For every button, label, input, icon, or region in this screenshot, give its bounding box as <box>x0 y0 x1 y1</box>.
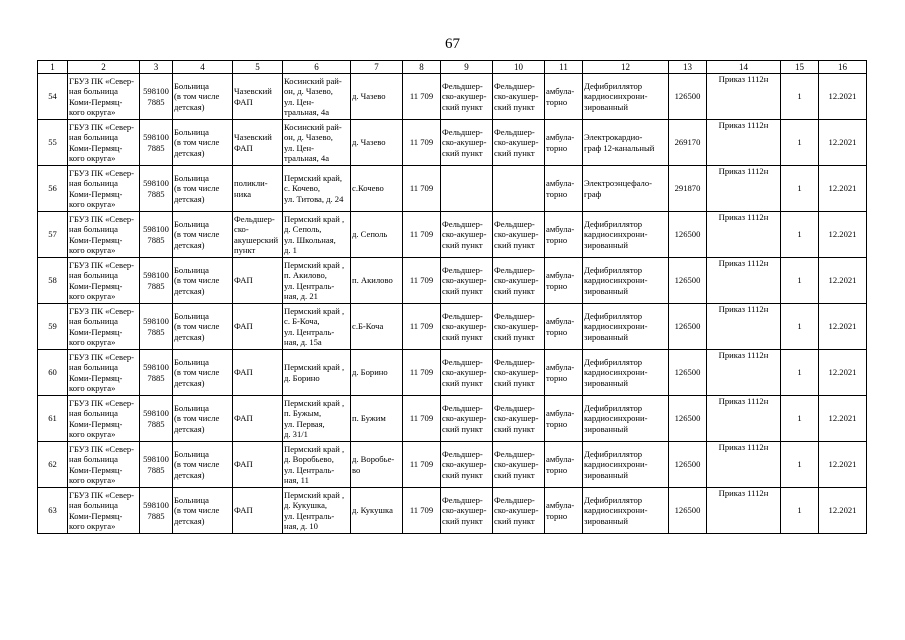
row-number-cell: 60 <box>38 350 68 396</box>
address-cell: Пермский край , д. Кукушка, ул. Централь- ная, д. 10 <box>283 488 351 534</box>
equipment-registry-table <box>37 60 867 534</box>
equipment-cell: Электрокардио- граф 12-канальный <box>583 120 669 166</box>
order-cell: Приказ 1112н <box>707 212 781 258</box>
unit-type-from-cell: Фельдшер- ско-акушер- ский пункт <box>441 442 493 488</box>
column-number-cell: 15 <box>781 61 819 74</box>
price-cell: 126500 <box>669 396 707 442</box>
column-number-cell: 11 <box>545 61 583 74</box>
settlement-cell: п. Акилово <box>351 258 403 304</box>
unit-cell: ФАП <box>233 488 283 534</box>
table-row <box>38 304 867 350</box>
organization-cell: ГБУЗ ПК «Север- ная больница Коми-Пермяц- кого округа» <box>68 304 140 350</box>
organization-cell: ГБУЗ ПК «Север- ная больница Коми-Пермяц- кого округа» <box>68 396 140 442</box>
unit-cell: ФАП <box>233 442 283 488</box>
quantity-cell: 1 <box>781 396 819 442</box>
unit-cell: Чазевский ФАП <box>233 74 283 120</box>
order-cell: Приказ 1112н <box>707 166 781 212</box>
price-cell: 269170 <box>669 120 707 166</box>
quantity-cell: 1 <box>781 488 819 534</box>
column-number-cell: 3 <box>140 61 173 74</box>
settlement-cell: д. Чазево <box>351 120 403 166</box>
order-cell: Приказ 1112н <box>707 304 781 350</box>
equipment-cell: Дефибриллятор кардиосинхрони- зированный <box>583 258 669 304</box>
care-form-cell: амбула- торно <box>545 74 583 120</box>
address-cell: Пермский край , п. Акилово, ул. Централь- ная, д. 21 <box>283 258 351 304</box>
date-cell: 12.2021 <box>819 488 867 534</box>
column-number-cell: 7 <box>351 61 403 74</box>
address-cell: Пермский край , д. Сеполь, ул. Школьная, д. 1 <box>283 212 351 258</box>
price-cell: 126500 <box>669 488 707 534</box>
code-cell: 598100 7885 <box>140 166 173 212</box>
care-form-cell: амбула- торно <box>545 350 583 396</box>
price-cell: 126500 <box>669 258 707 304</box>
unit-cell: ФАП <box>233 258 283 304</box>
column-number-row <box>38 61 867 74</box>
row-number-cell: 61 <box>38 396 68 442</box>
price-cell: 126500 <box>669 74 707 120</box>
date-cell: 12.2021 <box>819 258 867 304</box>
oktmo-cell: 11 709 <box>403 442 441 488</box>
settlement-cell: д. Борино <box>351 350 403 396</box>
facility-type-cell: Больница (в том числе детская) <box>173 350 233 396</box>
date-cell: 12.2021 <box>819 120 867 166</box>
table-row <box>38 350 867 396</box>
column-number-cell: 9 <box>441 61 493 74</box>
organization-cell: ГБУЗ ПК «Север- ная больница Коми-Пермяц- кого округа» <box>68 350 140 396</box>
settlement-cell: д. Сеполь <box>351 212 403 258</box>
unit-type-to-cell: Фельдшер- ско-акушер- ский пункт <box>493 120 545 166</box>
facility-type-cell: Больница (в том числе детская) <box>173 166 233 212</box>
address-cell: Пермский край , д. Борино <box>283 350 351 396</box>
order-cell: Приказ 1112н <box>707 120 781 166</box>
oktmo-cell: 11 709 <box>403 396 441 442</box>
facility-type-cell: Больница (в том числе детская) <box>173 120 233 166</box>
unit-type-to-cell: Фельдшер- ско-акушер- ский пункт <box>493 442 545 488</box>
code-cell: 598100 7885 <box>140 350 173 396</box>
equipment-cell: Электроэнцефало- граф <box>583 166 669 212</box>
address-cell: Косинский рай- он, д. Чазево, ул. Цен- тральная, 4а <box>283 120 351 166</box>
page-number: 67 <box>445 36 460 52</box>
facility-type-cell: Больница (в том числе детская) <box>173 258 233 304</box>
column-number-cell: 4 <box>173 61 233 74</box>
unit-type-from-cell: Фельдшер- ско-акушер- ский пункт <box>441 350 493 396</box>
order-cell: Приказ 1112н <box>707 258 781 304</box>
column-number-cell: 13 <box>669 61 707 74</box>
unit-type-from-cell: Фельдшер- ско-акушер- ский пункт <box>441 120 493 166</box>
table-row <box>38 74 867 120</box>
column-number-cell: 6 <box>283 61 351 74</box>
equipment-cell: Дефибриллятор кардиосинхрони- зированный <box>583 396 669 442</box>
code-cell: 598100 7885 <box>140 258 173 304</box>
oktmo-cell: 11 709 <box>403 488 441 534</box>
table-row <box>38 258 867 304</box>
facility-type-cell: Больница (в том числе детская) <box>173 304 233 350</box>
address-cell: Пермский край , д. Воробьево, ул. Централь- ная, 11 <box>283 442 351 488</box>
unit-type-from-cell: Фельдшер- ско-акушер- ский пункт <box>441 74 493 120</box>
table-body <box>38 61 867 534</box>
unit-cell: Фельдшер- ско- акушерский пункт <box>233 212 283 258</box>
column-number-cell: 10 <box>493 61 545 74</box>
row-number-cell: 57 <box>38 212 68 258</box>
date-cell: 12.2021 <box>819 304 867 350</box>
organization-cell: ГБУЗ ПК «Север- ная больница Коми-Пермяц- кого округа» <box>68 488 140 534</box>
unit-type-to-cell: Фельдшер- ско-акушер- ский пункт <box>493 212 545 258</box>
code-cell: 598100 7885 <box>140 74 173 120</box>
date-cell: 12.2021 <box>819 442 867 488</box>
settlement-cell: с.Б-Коча <box>351 304 403 350</box>
quantity-cell: 1 <box>781 442 819 488</box>
address-cell: Пермский край , с. Б-Коча, ул. Централь- ная, д. 15а <box>283 304 351 350</box>
unit-cell: ФАП <box>233 350 283 396</box>
quantity-cell: 1 <box>781 350 819 396</box>
address-cell: Пермский край, с. Кочево, ул. Титова, д. 24 <box>283 166 351 212</box>
facility-type-cell: Больница (в том числе детская) <box>173 396 233 442</box>
code-cell: 598100 7885 <box>140 442 173 488</box>
row-number-cell: 55 <box>38 120 68 166</box>
code-cell: 598100 7885 <box>140 212 173 258</box>
unit-type-from-cell: Фельдшер- ско-акушер- ский пункт <box>441 396 493 442</box>
oktmo-cell: 11 709 <box>403 304 441 350</box>
oktmo-cell: 11 709 <box>403 120 441 166</box>
settlement-cell: п. Бужим <box>351 396 403 442</box>
unit-type-to-cell: Фельдшер- ско-акушер- ский пункт <box>493 74 545 120</box>
unit-type-to-cell: Фельдшер- ско-акушер- ский пункт <box>493 258 545 304</box>
facility-type-cell: Больница (в том числе детская) <box>173 488 233 534</box>
date-cell: 12.2021 <box>819 396 867 442</box>
quantity-cell: 1 <box>781 304 819 350</box>
quantity-cell: 1 <box>781 258 819 304</box>
settlement-cell: с.Кочево <box>351 166 403 212</box>
unit-type-to-cell: Фельдшер- ско-акушер- ский пункт <box>493 488 545 534</box>
care-form-cell: амбула- торно <box>545 120 583 166</box>
unit-type-from-cell: Фельдшер- ско-акушер- ский пункт <box>441 212 493 258</box>
oktmo-cell: 11 709 <box>403 258 441 304</box>
address-cell: Пермский край , п. Бужым, ул. Первая, д. 31/1 <box>283 396 351 442</box>
price-cell: 291870 <box>669 166 707 212</box>
unit-cell: ФАП <box>233 396 283 442</box>
oktmo-cell: 11 709 <box>403 212 441 258</box>
equipment-cell: Дефибриллятор кардиосинхрони- зированный <box>583 488 669 534</box>
row-number-cell: 63 <box>38 488 68 534</box>
facility-type-cell: Больница (в том числе детская) <box>173 74 233 120</box>
care-form-cell: амбула- торно <box>545 396 583 442</box>
oktmo-cell: 11 709 <box>403 350 441 396</box>
unit-type-from-cell <box>441 166 493 212</box>
table-row <box>38 120 867 166</box>
unit-type-from-cell: Фельдшер- ско-акушер- ский пункт <box>441 488 493 534</box>
row-number-cell: 54 <box>38 74 68 120</box>
unit-cell: ФАП <box>233 304 283 350</box>
price-cell: 126500 <box>669 350 707 396</box>
code-cell: 598100 7885 <box>140 304 173 350</box>
settlement-cell: д. Чазево <box>351 74 403 120</box>
equipment-cell: Дефибриллятор кардиосинхрони- зированный <box>583 442 669 488</box>
order-cell: Приказ 1112н <box>707 442 781 488</box>
address-cell: Косинский рай- он, д. Чазево, ул. Цен- тральная, 4а <box>283 74 351 120</box>
date-cell: 12.2021 <box>819 74 867 120</box>
table-row <box>38 442 867 488</box>
order-cell: Приказ 1112н <box>707 396 781 442</box>
code-cell: 598100 7885 <box>140 396 173 442</box>
settlement-cell: д. Кукушка <box>351 488 403 534</box>
quantity-cell: 1 <box>781 74 819 120</box>
care-form-cell: амбула- торно <box>545 166 583 212</box>
settlement-cell: д. Воробье- во <box>351 442 403 488</box>
equipment-cell: Дефибриллятор кардиосинхрони- зированный <box>583 74 669 120</box>
unit-type-to-cell: Фельдшер- ско-акушер- ский пункт <box>493 396 545 442</box>
date-cell: 12.2021 <box>819 350 867 396</box>
column-number-cell: 14 <box>707 61 781 74</box>
column-number-cell: 12 <box>583 61 669 74</box>
column-number-cell: 8 <box>403 61 441 74</box>
quantity-cell: 1 <box>781 120 819 166</box>
equipment-cell: Дефибриллятор кардиосинхрони- зированный <box>583 350 669 396</box>
care-form-cell: амбула- торно <box>545 488 583 534</box>
unit-cell: Чазевский ФАП <box>233 120 283 166</box>
code-cell: 598100 7885 <box>140 120 173 166</box>
row-number-cell: 56 <box>38 166 68 212</box>
organization-cell: ГБУЗ ПК «Север- ная больница Коми-Пермяц- кого округа» <box>68 212 140 258</box>
column-number-cell: 16 <box>819 61 867 74</box>
equipment-cell: Дефибриллятор кардиосинхрони- зированный <box>583 304 669 350</box>
date-cell: 12.2021 <box>819 166 867 212</box>
organization-cell: ГБУЗ ПК «Север- ная больница Коми-Пермяц- кого округа» <box>68 166 140 212</box>
table-row <box>38 212 867 258</box>
column-number-cell: 2 <box>68 61 140 74</box>
price-cell: 126500 <box>669 212 707 258</box>
organization-cell: ГБУЗ ПК «Север- ная больница Коми-Пермяц- кого округа» <box>68 120 140 166</box>
unit-type-to-cell: Фельдшер- ско-акушер- ский пункт <box>493 304 545 350</box>
unit-type-from-cell: Фельдшер- ско-акушер- ский пункт <box>441 304 493 350</box>
order-cell: Приказ 1112н <box>707 74 781 120</box>
organization-cell: ГБУЗ ПК «Север- ная больница Коми-Пермяц- кого округа» <box>68 442 140 488</box>
unit-type-to-cell: Фельдшер- ско-акушер- ский пункт <box>493 350 545 396</box>
column-number-cell: 5 <box>233 61 283 74</box>
quantity-cell: 1 <box>781 166 819 212</box>
code-cell: 598100 7885 <box>140 488 173 534</box>
order-cell: Приказ 1112н <box>707 350 781 396</box>
organization-cell: ГБУЗ ПК «Север- ная больница Коми-Пермяц- кого округа» <box>68 258 140 304</box>
care-form-cell: амбула- торно <box>545 304 583 350</box>
equipment-cell: Дефибриллятор кардиосинхрони- зированный <box>583 212 669 258</box>
price-cell: 126500 <box>669 304 707 350</box>
row-number-cell: 58 <box>38 258 68 304</box>
quantity-cell: 1 <box>781 212 819 258</box>
column-number-cell: 1 <box>38 61 68 74</box>
table-row <box>38 166 867 212</box>
oktmo-cell: 11 709 <box>403 166 441 212</box>
facility-type-cell: Больница (в том числе детская) <box>173 442 233 488</box>
price-cell: 126500 <box>669 442 707 488</box>
table-row <box>38 396 867 442</box>
row-number-cell: 62 <box>38 442 68 488</box>
table-row <box>38 488 867 534</box>
unit-type-to-cell <box>493 166 545 212</box>
date-cell: 12.2021 <box>819 212 867 258</box>
oktmo-cell: 11 709 <box>403 74 441 120</box>
facility-type-cell: Больница (в том числе детская) <box>173 212 233 258</box>
care-form-cell: амбула- торно <box>545 442 583 488</box>
organization-cell: ГБУЗ ПК «Север- ная больница Коми-Пермяц- кого округа» <box>68 74 140 120</box>
row-number-cell: 59 <box>38 304 68 350</box>
care-form-cell: амбула- торно <box>545 212 583 258</box>
care-form-cell: амбула- торно <box>545 258 583 304</box>
order-cell: Приказ 1112н <box>707 488 781 534</box>
unit-cell: поликли- ника <box>233 166 283 212</box>
unit-type-from-cell: Фельдшер- ско-акушер- ский пункт <box>441 258 493 304</box>
